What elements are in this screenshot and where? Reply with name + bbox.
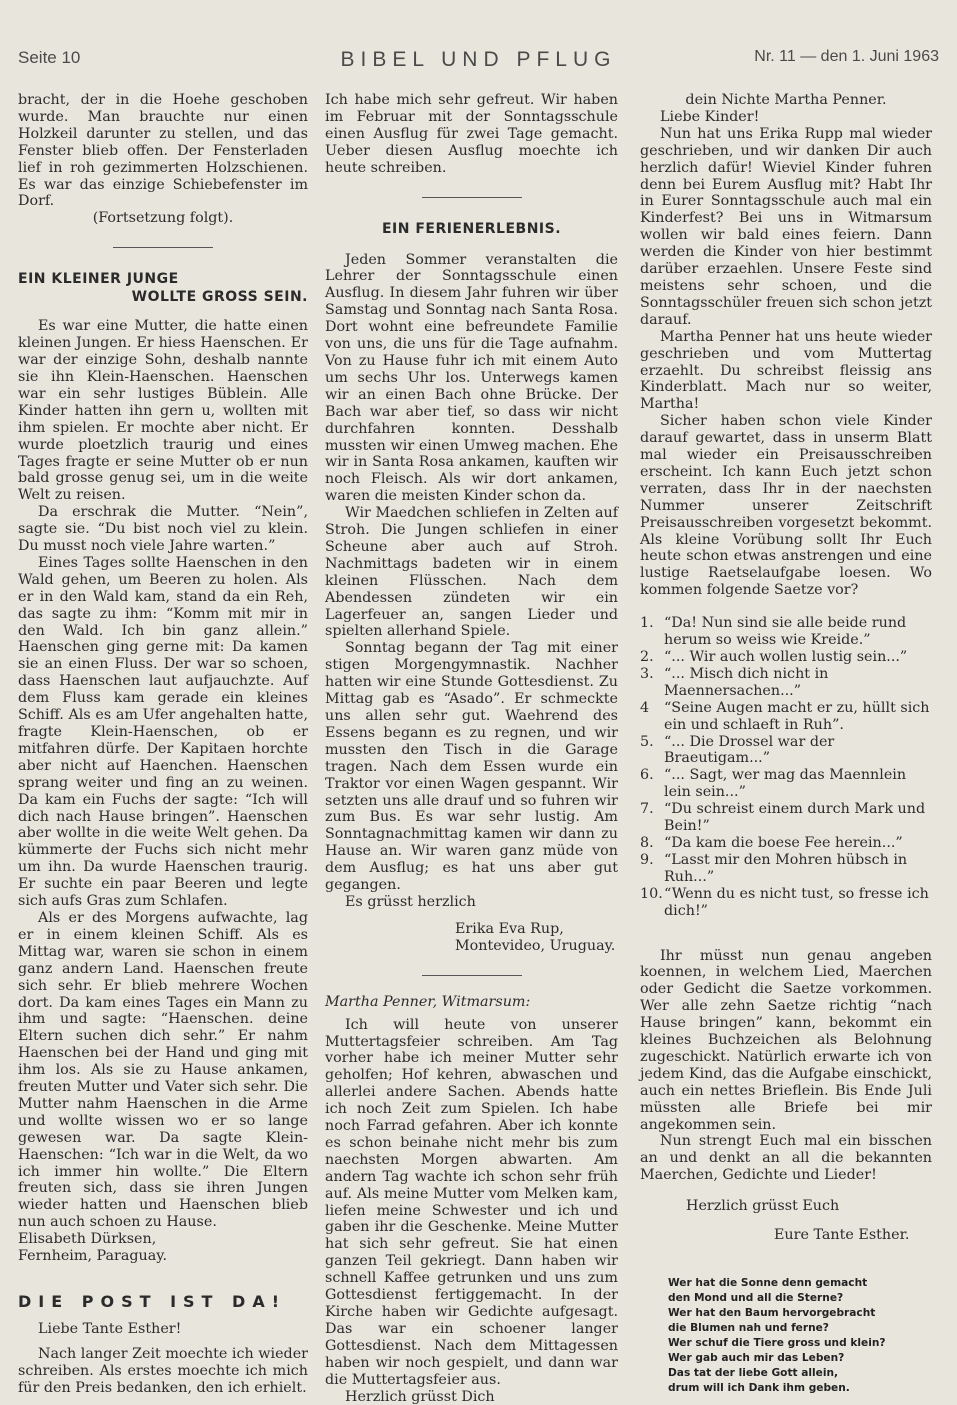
poem-line: Wer hat den Baum hervorgebracht bbox=[668, 1307, 876, 1319]
story-continuation: bracht, der in die Hoehe geschoben wurde. Man brauchte nur einen Holzkeil darunter zu stellen, und das Fenster blieb offen. Der Fensterladen lief in roh gezimmerten Holzschienen. Es war das einzige Schiebefenster im Dorf. bbox=[18, 92, 308, 210]
list-item: 6. “... Sagt, wer mag das Maennlein lein sein...” bbox=[640, 767, 907, 801]
article-heading: EIN FERIENERLEBNIS. bbox=[381, 220, 562, 237]
poem-line: den Mond und all die Sterne? bbox=[668, 1292, 844, 1304]
list-item: 2. “... Wir auch wollen lustig sein...” bbox=[640, 649, 908, 665]
closing: Es grüsst herzlich bbox=[345, 893, 476, 910]
divider bbox=[113, 247, 213, 248]
paragraph: Da erschrak die Mutter. “Nein”, sagte sie. “Du bist noch viel zu klein. Du musst noch viele Jahre warten.” bbox=[18, 504, 308, 555]
poem-line: Wer schuf die Tiere gross und klein? bbox=[668, 1337, 886, 1349]
issue-date: Nr. 11 — den 1. Juni 1963 bbox=[754, 48, 939, 65]
divider bbox=[422, 975, 522, 976]
column-1 bbox=[18, 92, 308, 1397]
author-name: Erika Eva Rup, bbox=[455, 920, 564, 937]
continued-note: (Fortsetzung folgt). bbox=[92, 210, 234, 227]
paragraph: Als er des Morgens aufwachte, lag er in einem kleinen Schiff. Als es Mittag war, waren sie schon in einem ganz andern Land. Haenschen freute sich sehr. Er blieb mehrere Wochen dort. Da kam eines Tages ein Mann zu ihm und sagte: “Haenschen. deine Eltern suchen dich sehr.” Er nahm Haenschen bei der Hand und ging mit ihm los. Als sie zu Hause ankamen, freuten Mutter und Vater sich sehr. Die Mutter nahm Haenschen in die Arme und wollte wissen wo er so lange gewesen war. Da sagte Klein-Haenschen: “Ich war in die Welt, da wo ich immer hin wollte.” Die Eltern freuten sich, dass sie ihren Jungen wieder hatten und Haenschen blieb nun auch schoen zu Hause. bbox=[18, 909, 308, 1231]
list-item: 5. “... Die Drossel war der Braeutigam...” bbox=[640, 733, 835, 767]
list-item: 3. “... Misch dich nicht in Maennersachen...” bbox=[640, 665, 829, 699]
poem-line: drum will ich Dank ihm geben. bbox=[668, 1382, 850, 1394]
paragraph: Ich will heute von unserer Muttertagsfeier schreiben. Am Tag vorher habe ich meiner Mutter sehr geholfen; Hof kehren, abwaschen und allerlei andere Sachen. Abends hatte ich noch Zeit zum Spielen. Ich habe noch Farrad gefahren. Aber ich konnte es schon beinahe nicht mehr bis zum naechsten Morgen abwarten. Am andern Tag wachte ich schon sehr früh auf. Als meine Mutter vom Melken kam, liefen meine Schwester und ich und gaben ihr die Geschenke. Meine Mutter hat sich sehr gefreut. Sie hat einen ganzen Teil gekriegt. Dann haben wir schnell Kaffee getrunken und uns zum Gottesdienst fertiggemacht. In der Kirche haben wir Gedichte aufgesagt. Das war ein schoener langer Gottesdienst. Nach dem Mittagessen haben wir noch gespielt, und dann war die Muttertagsfeier aus. bbox=[325, 1016, 618, 1388]
column-3 bbox=[640, 92, 932, 1396]
paragraph: Wir Maedchen schliefen in Zelten auf Stroh. Die Jungen schliefen in einer Scheune aber auch auf Stroh. Nachmittags badeten wir in einem kleinen Flüsschen. Nach dem Abendessen zündeten wir ein Lagerfeuer an, sangen Lieder und spielten allerhand Spiele. bbox=[325, 505, 618, 640]
closing: Herzlich grüsst Euch bbox=[686, 1198, 840, 1215]
closing: Herzlich grüsst Dich bbox=[345, 1388, 495, 1405]
poem bbox=[668, 1276, 932, 1396]
paragraph: Eines Tages sollte Haenschen in den Wald gehen, um Beeren zu holen. Als er in den Wald kam, stand da ein Reh, das sagte zu ihm: “Komm mit mir in den Wald. Ich bin ganz allein.” Haenschen ging gerne mit: Da kamen sie an einen Fluss. Der war so schoen, dass Haenschen laut aufjauchzte. Auf dem Fluss kam gerade ein kleines Schiff. Als es am Ufer angehalten hatte, fragte Klein-Haenschen, ob er mitfahren dürfe. Der Kapitaen horchte aber nicht auf Haenchen. Haenschen sprang weiter und fing an zu weinen. Da kam ein Fuchs der sagte: “Ich will dich nach Hause bringen”. Haenschen aber wollte in die weite Welt gehen. Da kümmerte der Fuchs sich nicht mehr um ihn. Da wurde Haenschen traurig. Er suchte ein paar Beeren und legte sich aufs Gras zum Schlafen. bbox=[18, 554, 308, 910]
heading-line-2: WOLLTE GROSS SEIN. bbox=[131, 289, 308, 306]
paragraph: Nun strengt Euch mal ein bisschen an und denkt an all die bekannten Maerchen, Gedichte und Lieder! bbox=[640, 1133, 932, 1184]
list-item: 8. “Da kam die boese Fee herein...” bbox=[640, 834, 903, 851]
poem-line: Wer hat die Sonne denn gemacht bbox=[668, 1277, 868, 1289]
paragraph: Sicher haben schon viele Kinder darauf gewartet, dass in unserm Blatt mal wieder ein Preisausschreiben erscheint. Ich kann Euch jetzt schon verraten, dass Ihr in der naechsten Nummer unserer Zeitschrift Preisausschreiben vorgesetzt bekommt. Als kleine Vorübung sollt Ihr Euch heute schon etwas anstrengen und eine lustige Raetselaufgabe loesen. Wo kommen folgende Saetze vor? bbox=[640, 413, 932, 599]
signature: Eure Tante Esther. bbox=[774, 1227, 910, 1244]
paragraph: Martha Penner hat uns heute wieder geschrieben und vom Muttertag erzaehlt. Du schreibst fleissig ans Kinderblatt. Mach nur so weiter, Martha! bbox=[640, 328, 932, 413]
list-item: 9. “Lasst mir den Mohren hübsch in Ruh...” bbox=[640, 851, 908, 885]
greeting: Liebe Kinder! bbox=[660, 108, 760, 125]
list-item: 10. “Wenn du es nicht tust, so fresse ich dich!” bbox=[640, 885, 929, 919]
author-location: Fernheim, Paraguay. bbox=[18, 1248, 167, 1265]
column-2 bbox=[325, 92, 618, 1405]
paragraph: Nach langer Zeit moechte ich wieder schreiben. Als erstes moechte ich mich für den Preis bedanken, den ich erhielt. bbox=[18, 1345, 308, 1396]
paragraph: Jeden Sommer veranstalten die Lehrer der Sonntagsschule einen Ausflug. In diesem Jahr fuhren wir über Samstag und Sonntag nach Santa Rosa. Dort wohnt eine befreundete Familie von uns, die uns für die Tage aufnahm. Von zu Hause fuhr ich mit einem Auto um sechs Uhr los. Unterwegs kamen wir an einen Bach ohne Brücke. Der Bach war aber tief, so dass wir nicht durchfahren konnten. Desshalb mussten wir einen Umweg machen. Ehe wir in Santa Rosa ankamen, kauften wir noch Fleisch. Als wir dort ankamen, waren die meisten Kinder schon da. bbox=[325, 251, 618, 505]
poem-line: Das tat der liebe Gott allein, bbox=[668, 1367, 839, 1379]
letter-from: Martha Penner, Witmarsum: bbox=[325, 993, 531, 1010]
page-number: Seite 10 bbox=[18, 48, 81, 67]
divider bbox=[422, 197, 522, 198]
heading-line-1: EIN KLEINER JUNGE bbox=[18, 271, 179, 288]
publication-title: BIBEL UND PFLUG bbox=[340, 48, 617, 71]
section-heading: DIE POST IST DA! bbox=[18, 1292, 286, 1311]
list-item: 7. “Du schreist einem durch Mark und Bein!” bbox=[640, 801, 926, 835]
page-header bbox=[18, 48, 939, 80]
paragraph: Ihr müsst nun genau angeben koennen, in welchem Lied, Maerchen oder Gedicht die Saetze vorkommen. Wer alle zehn Saetze richtig “nach Hause bringen” kann, bekommt ein kleines Buchzeichen als Belohnung zugeschickt. Natürlich erwarte ich von jedem Kind, das die Aufgabe einschickt, auch ein nettes Brieflein. Bis Ende Juli müssten alle Briefe bei mir angekommen sein. bbox=[640, 947, 932, 1133]
greeting: Liebe Tante Esther! bbox=[38, 1321, 182, 1337]
article-heading bbox=[18, 270, 308, 306]
poem-line: die Blumen nah und ferne? bbox=[668, 1322, 829, 1334]
poem-line: Wer gab auch mir das Leben? bbox=[668, 1352, 845, 1364]
riddle-list bbox=[640, 615, 932, 919]
paragraph: Es war eine Mutter, die hatte einen kleinen Jungen. Er hiess Haenschen. Er war der einzige Sohn, deshalb nannte sie ihn Klein-Haenschen. Haenschen war ein sehr lustiges Büblein. Alle Kinder hatten ihn gern u, wollten mit ihm spielen. Er mochte aber nicht. Er wurde ploetzlich traurig und eines Tages fragte er seine Mutter ob er nun bald grosse genug sei, um in die weite Welt zu reisen. bbox=[18, 318, 308, 504]
list-item: 1. “Da! Nun sind sie alle beide rund herum so weiss wie Kreide.” bbox=[640, 615, 907, 649]
author-name: Elisabeth Dürksen, bbox=[18, 1231, 157, 1248]
signature: dein Nichte Martha Penner. bbox=[685, 92, 887, 108]
paragraph: Nun hat uns Erika Rupp mal wieder geschrieben, und wir danken Dir auch herzlich dafür! Wieviel Kinder fuhren denn bei Eurem Ausflug mit? Habt Ihr in Eurer Sonntagsschule auch mal ein Kinderfest? Bei uns in Witmarsum wollen wir bald eines feiern. Dann werden die Kinder von hier bestimmt darüber erzaehlen. Unsere Feste sind meistens sehr schoen, und die Sonntagsschüler freuen sich schon jetzt darauf. bbox=[640, 125, 932, 328]
author-location: Montevideo, Uruguay. bbox=[455, 937, 616, 954]
paragraph: Sonntag begann der Tag mit einer stigen Morgengymnastik. Nachher hatten wir eine Stunde Gottesdienst. Zu Mittag gab es “Asado”. Er schmeckte uns allen sehr gut. Waehrend des Essens begann es zu regnen, und wir mussten den Tisch in die Garage tragen. Nach dem Essen wurde ein Traktor vor einen Wagen gespannt. Wir setzten uns alle drauf und so fuhren wir zum Bus. Es war sehr lustig. Am Sonntagnachmittag kamen wir dann zu Hause an. Wir waren ganz müde von dem Ausflug; es hat uns aber gut gegangen. bbox=[325, 640, 618, 894]
paragraph: Ich habe mich sehr gefreut. Wir haben im Februar mit der Sonntagsschule einen Ausflug für zwei Tage gemacht. Ueber diesen Ausflug moechte ich heute schreiben. bbox=[325, 92, 618, 176]
list-item: 4 “Seine Augen macht er zu, hüllt sich ein und schlaeft in Ruh”. bbox=[640, 699, 930, 733]
